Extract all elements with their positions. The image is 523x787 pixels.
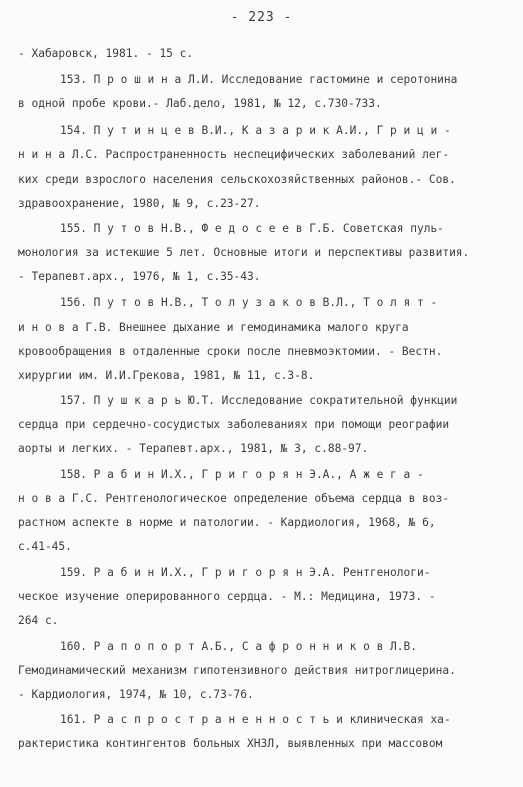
text-line: Гемодинамический механизм гипотензивного действия нитроглицерина.: [18, 664, 456, 677]
text-line: - Кардиология, 1974, № 10, с.73-76.: [18, 688, 254, 701]
reference-155-line: 155. П у т о в Н.В., Ф е д о с е е в Г.Б. Советская пуль-: [60, 222, 444, 235]
reference-154-line: 154. П у т и н ц е в В.И., К а з а р и к А.И., Г р и ц и -: [60, 124, 451, 137]
text-line: аорты и легких. - Терапевт.арх., 1981, № 3, с.88-97.: [18, 442, 369, 455]
reference-160-line: 160. Р а п о п о р т А.Б., С а ф р о н н и к о в Л.В.: [60, 640, 417, 653]
text-line: рактеристика контингентов больных ХНЗЛ, выявленных при массовом: [18, 737, 443, 750]
reference-158-line: 158. Р а б и н И.Х., Г р и г о р я н Э.А., А ж е г а -: [60, 468, 424, 481]
text-line: н и н а Л.С. Распространенность неспецифических заболеваний лег-: [18, 148, 450, 161]
reference-153-line: 153. П р о ш и н а Л.И. Исследование гастомине и серотонина: [60, 73, 458, 86]
text-line: - Терапевт.арх., 1976, № 1, с.35-43.: [18, 270, 261, 283]
text-line: в одной пробе крови.- Лаб.дело, 1981, № 12, с.730-733.: [18, 97, 382, 110]
reference-161-line: 161. Р а с п р о с т р а н е н н о с т ь и клиническая ха-: [60, 713, 451, 726]
text-line: ческое изучение оперированного сердца. - М.: Медицина, 1973. -: [18, 590, 436, 603]
text-line: - Хабаровск, 1981. - 15 с.: [18, 47, 194, 60]
reference-159-line: 159. Р а б и н И.Х., Г р и г о р я н Э.А. Рентгенологи-: [60, 566, 431, 579]
text-line: ких среди взрослого населения сельскохозяйственных районов.- Сов.: [18, 173, 456, 186]
text-line: 264 с.: [18, 614, 59, 627]
reference-156-line: 156. П у т о в Н.В., Т о л у з а к о в В.Л., Т о л я т -: [60, 296, 438, 309]
text-line: с.41-45.: [18, 540, 72, 553]
page-number: - 223 -: [230, 10, 293, 25]
text-line: монология за истекшие 5 лет. Основные итоги и перспективы развития.: [18, 246, 470, 259]
text-line: растном аспекте в норме и патологии. - Кардиология, 1968, № 6,: [18, 516, 436, 529]
text-line: и н о в а Г.В. Внешнее дыхание и гемодинамика малого круга: [18, 321, 409, 334]
reference-157-line: 157. П у ш к а р ь Ю.Т. Исследование сократительной функции: [60, 394, 458, 407]
text-line: хирургии им. И.И.Грекова, 1981, № 11, с.3-8.: [18, 369, 315, 382]
text-line: кровообращения в отдаленные сроки после пневмоэктомии. - Вестн.: [18, 345, 443, 358]
text-line: н о в а Г.С. Рентгенологическое определение объема сердца в воз-: [18, 492, 450, 505]
text-line: сердца при сердечно-сосудистых заболеваниях при помощи реографии: [18, 418, 450, 431]
text-line: здравоохранение, 1980, № 9, с.23-27.: [18, 197, 261, 210]
